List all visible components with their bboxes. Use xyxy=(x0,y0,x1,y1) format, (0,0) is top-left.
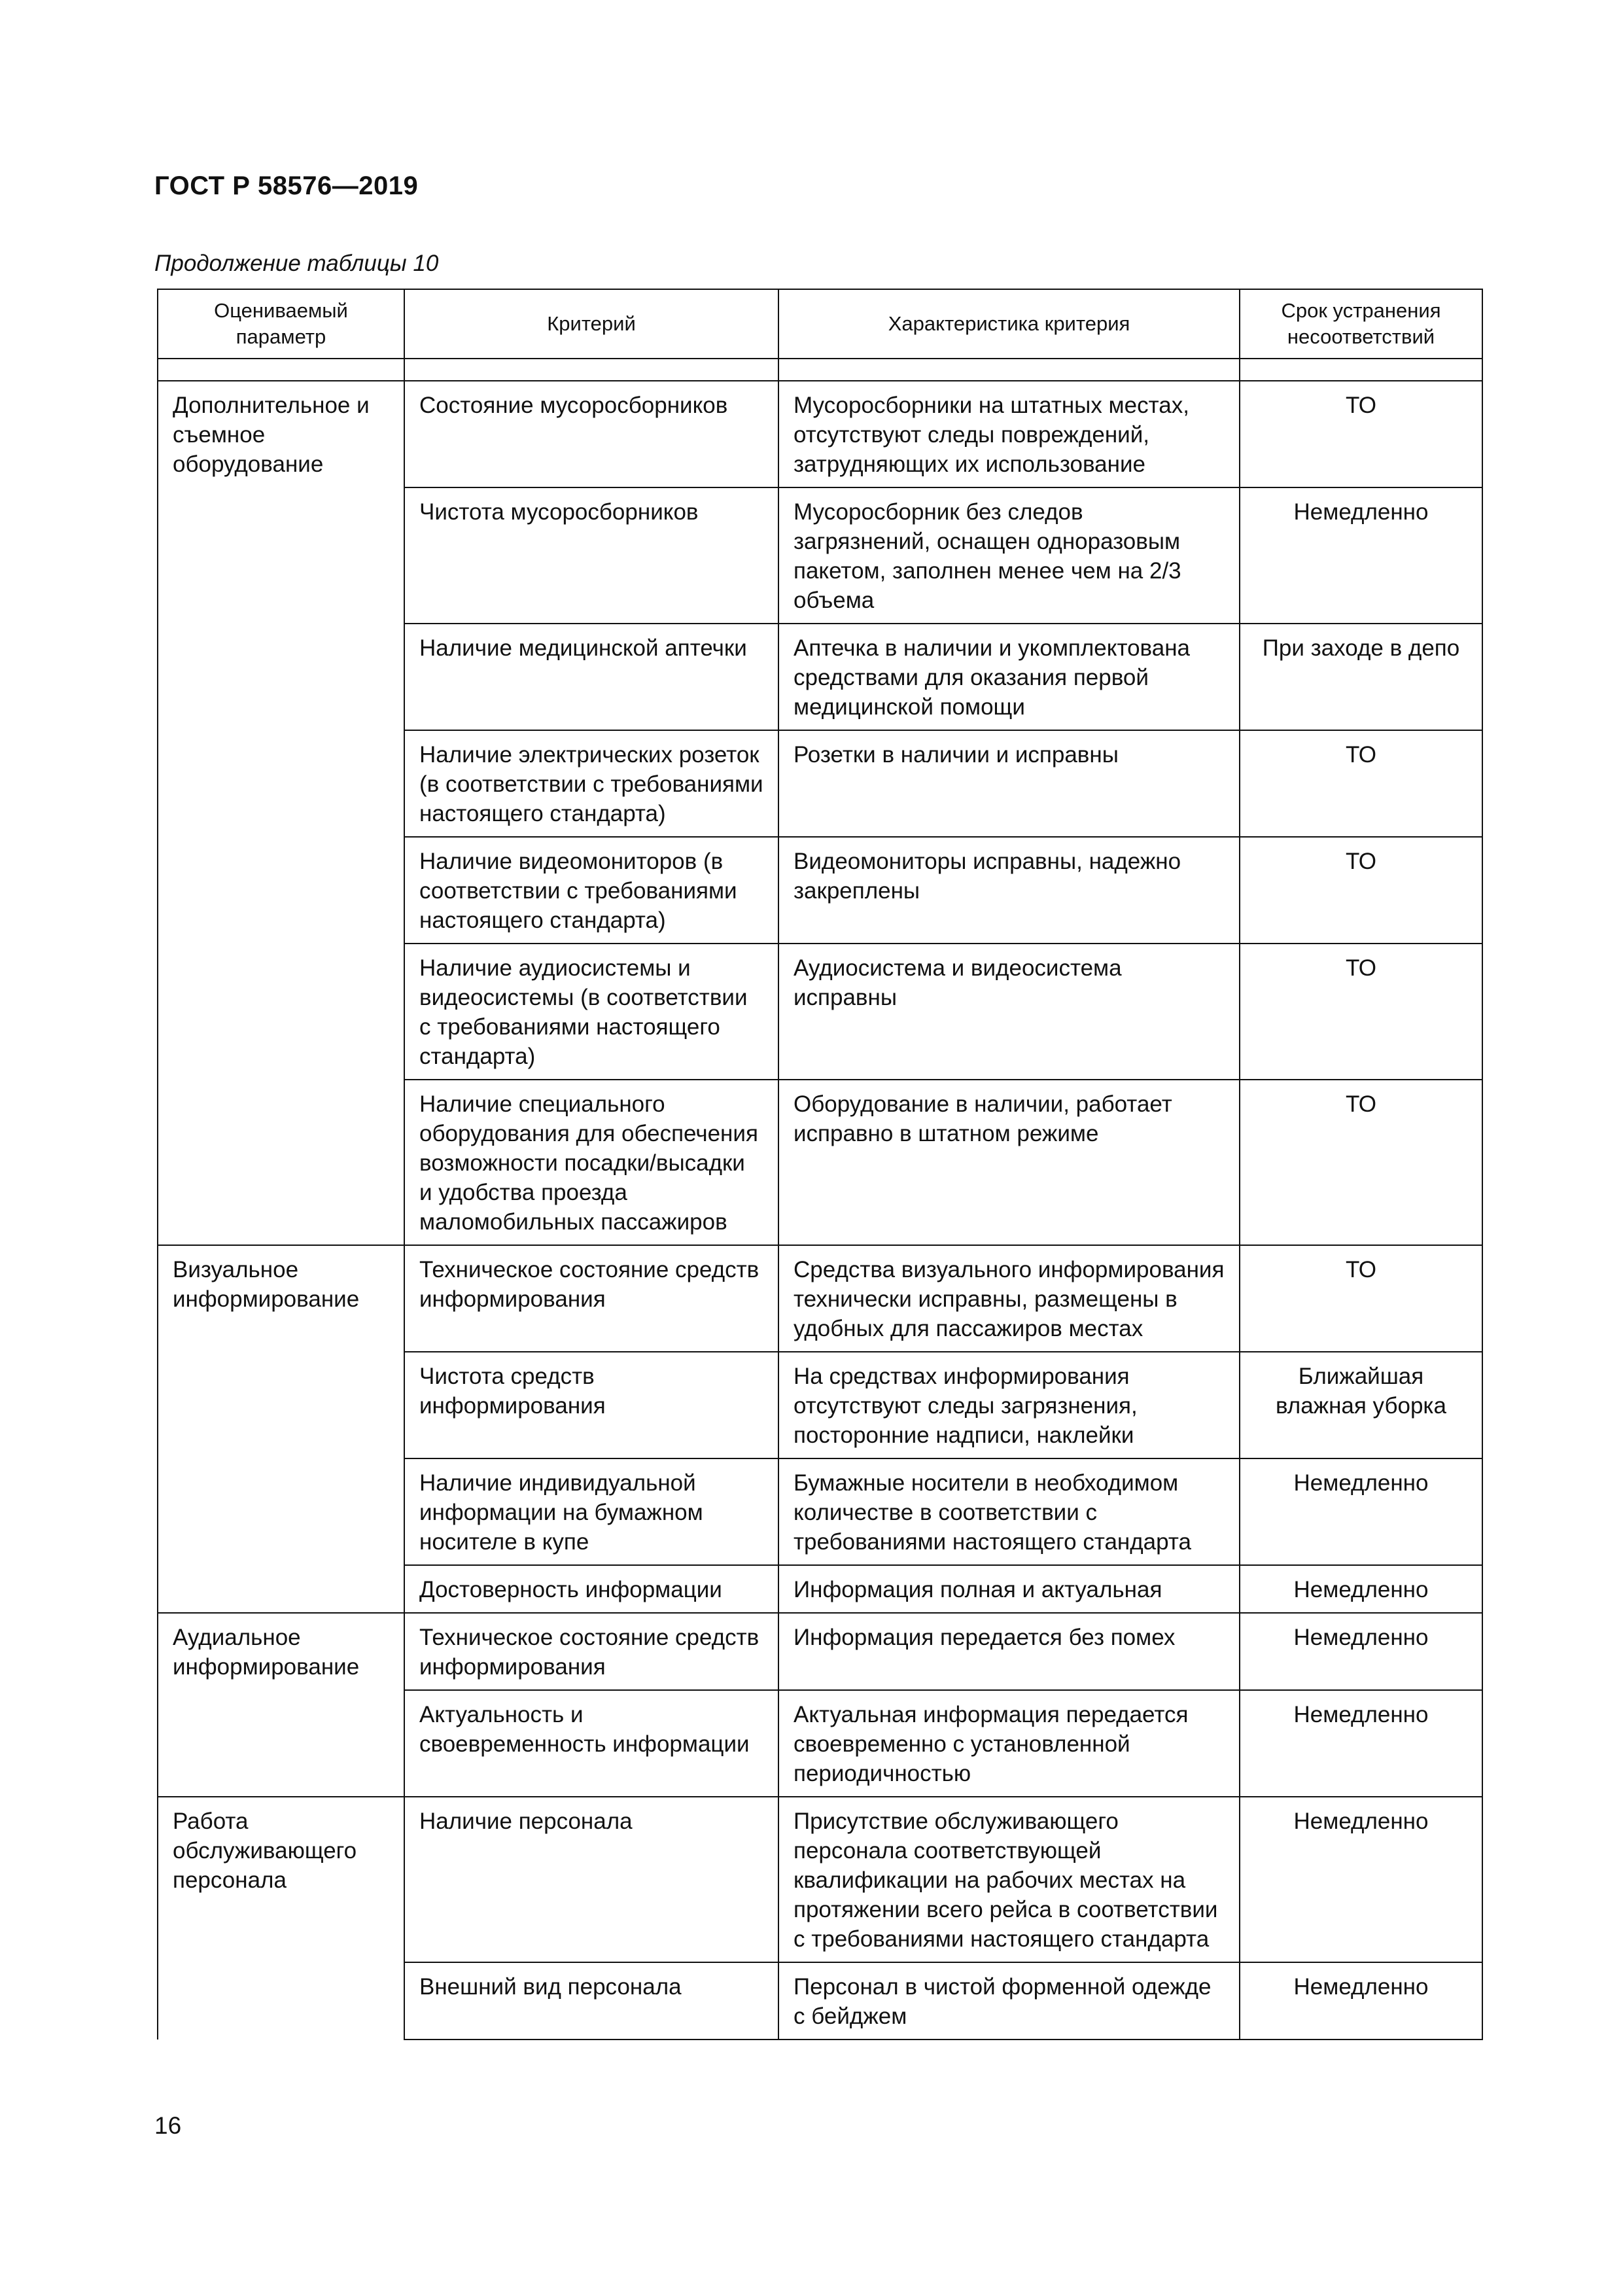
criterion-cell: Наличие электрических розеток (в соответствии с требованиями настоящего стандарта) xyxy=(404,730,778,837)
criterion-cell: Наличие видеомониторов (в соответствии с требованиями настоящего стандарта) xyxy=(404,837,778,944)
characteristic-cell: На средствах информирования отсутствуют следы загрязнения, посторонние надписи, наклейки xyxy=(778,1352,1240,1458)
criteria-table xyxy=(157,289,1483,2040)
parameter-cell: Работа обслуживающего персонала xyxy=(158,1797,404,2040)
term-cell: Немедленно xyxy=(1240,1565,1482,1613)
criterion-cell: Достоверность информации xyxy=(404,1565,778,1613)
term-cell: ТО xyxy=(1240,730,1482,837)
term-cell: Немедленно xyxy=(1240,487,1482,624)
criterion-cell: Техническое состояние средств информирования xyxy=(404,1245,778,1352)
characteristic-cell: Аудиосистема и видеосистема исправны xyxy=(778,944,1240,1080)
table-header-row xyxy=(158,289,1482,359)
criterion-cell: Чистота средств информирования xyxy=(404,1352,778,1458)
criterion-cell: Состояние мусоросборников xyxy=(404,381,778,487)
criterion-cell: Наличие индивидуальной информации на бумажном носителе в купе xyxy=(404,1458,778,1565)
document-code: ГОСТ Р 58576—2019 xyxy=(154,171,419,200)
criterion-cell: Наличие персонала xyxy=(404,1797,778,1962)
characteristic-cell: Мусоросборники на штатных местах, отсутствуют следы повреждений, затрудняющих их использование xyxy=(778,381,1240,487)
characteristic-cell: Бумажные носители в необходимом количестве в соответствии с требованиями настоящего стандарта xyxy=(778,1458,1240,1565)
column-header: Критерий xyxy=(404,289,778,359)
term-cell: Немедленно xyxy=(1240,1613,1482,1690)
table-row xyxy=(158,1245,1482,1352)
characteristic-cell: Видеомониторы исправны, надежно закреплены xyxy=(778,837,1240,944)
column-header: Срок устранения несоответствий xyxy=(1240,289,1482,359)
characteristic-cell: Средства визуального информирования технически исправны, размещены в удобных для пассажиров местах xyxy=(778,1245,1240,1352)
characteristic-cell: Информация полная и актуальная xyxy=(778,1565,1240,1613)
table-row xyxy=(158,1613,1482,1690)
term-cell: Немедленно xyxy=(1240,1458,1482,1565)
column-header: Характеристика критерия xyxy=(778,289,1240,359)
criterion-cell: Наличие аудиосистемы и видеосистемы (в соответствии с требованиями настоящего стандарта) xyxy=(404,944,778,1080)
characteristic-cell: Персонал в чистой форменной одежде с бейджем xyxy=(778,1962,1240,2040)
characteristic-cell: Информация передается без помех xyxy=(778,1613,1240,1690)
term-cell: При заходе в депо xyxy=(1240,624,1482,730)
characteristic-cell: Актуальная информация передается своевременно с установленной периодичностью xyxy=(778,1690,1240,1797)
term-cell: Немедленно xyxy=(1240,1962,1482,2040)
table-row xyxy=(158,381,1482,487)
header-separator xyxy=(158,359,1482,381)
table-caption: Продолжение таблицы 10 xyxy=(154,251,439,276)
table-row xyxy=(158,1797,1482,1962)
parameter-cell: Аудиальное информирование xyxy=(158,1613,404,1797)
parameter-cell: Визуальное информирование xyxy=(158,1245,404,1613)
characteristic-cell: Присутствие обслуживающего персонала соответствующей квалификации на рабочих местах на протяжении всего рейса в соответствии с требованиями настоящего стандарта xyxy=(778,1797,1240,1962)
term-cell: Немедленно xyxy=(1240,1690,1482,1797)
term-cell: ТО xyxy=(1240,944,1482,1080)
page-number: 16 xyxy=(154,2112,182,2139)
characteristic-cell: Розетки в наличии и исправны xyxy=(778,730,1240,837)
criterion-cell: Чистота мусоросборников xyxy=(404,487,778,624)
term-cell: ТО xyxy=(1240,381,1482,487)
criterion-cell: Наличие специального оборудования для обеспечения возможности посадки/высадки и удобства проезда маломобильных пассажиров xyxy=(404,1080,778,1245)
characteristic-cell: Аптечка в наличии и укомплектована средствами для оказания первой медицинской помощи xyxy=(778,624,1240,730)
term-cell: Ближайшая влажная уборка xyxy=(1240,1352,1482,1458)
term-cell: Немедленно xyxy=(1240,1797,1482,1962)
criterion-cell: Актуальность и своевременность информации xyxy=(404,1690,778,1797)
term-cell: ТО xyxy=(1240,1080,1482,1245)
characteristic-cell: Оборудование в наличии, работает исправно в штатном режиме xyxy=(778,1080,1240,1245)
column-header: Оцениваемый параметр xyxy=(158,289,404,359)
parameter-cell: Дополнительное и съемное оборудование xyxy=(158,381,404,1245)
term-cell: ТО xyxy=(1240,837,1482,944)
criterion-cell: Наличие медицинской аптечки xyxy=(404,624,778,730)
criterion-cell: Внешний вид персонала xyxy=(404,1962,778,2040)
term-cell: ТО xyxy=(1240,1245,1482,1352)
criterion-cell: Техническое состояние средств информирования xyxy=(404,1613,778,1690)
characteristic-cell: Мусоросборник без следов загрязнений, оснащен одноразовым пакетом, заполнен менее чем на 2/3 объема xyxy=(778,487,1240,624)
